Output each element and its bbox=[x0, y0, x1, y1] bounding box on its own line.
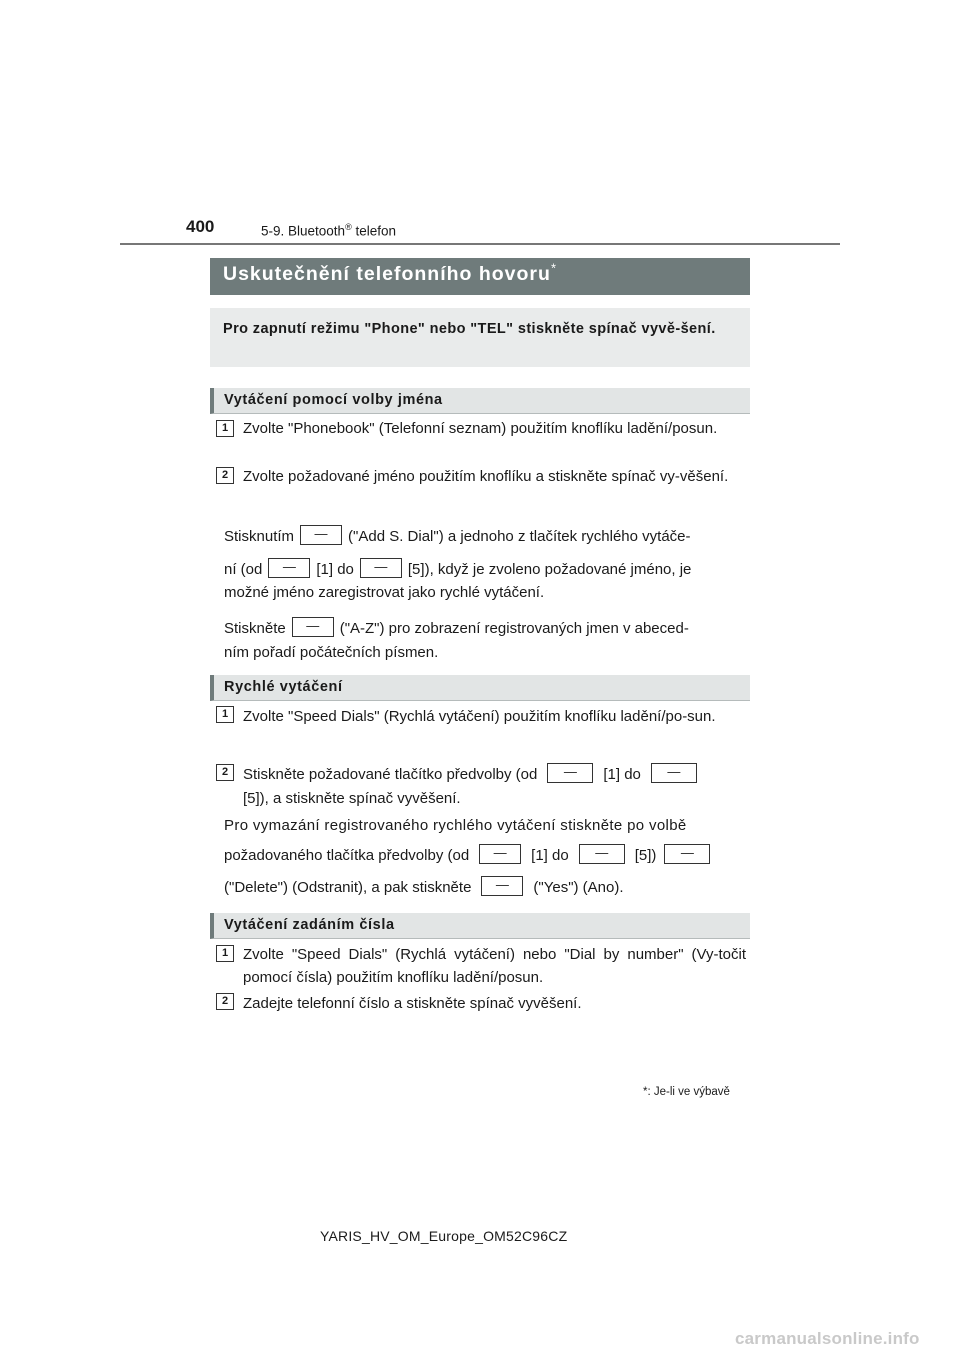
button-key-icon: — bbox=[547, 763, 593, 783]
button-key-icon: — bbox=[360, 558, 402, 578]
subheading-dial-number: Vytáčení zadáním čísla bbox=[210, 913, 750, 939]
step-text: Zvolte "Phonebook" (Telefonní seznam) použitím knoflíku ladění/posun. bbox=[243, 420, 718, 437]
page-number: 400 bbox=[186, 217, 215, 236]
step-badge: 2 bbox=[216, 467, 234, 484]
button-key-icon: — bbox=[479, 844, 521, 864]
paragraph-line: ("Delete") (Odstranit), a pak stiskněte — ("Yes") (Ano). bbox=[224, 877, 624, 896]
step-badge: 1 bbox=[216, 945, 234, 962]
step-text: Zvolte "Speed Dials" (Rychlá vytáčení) nebo "Dial by number" (Vy-točit pomocí čísla) použitím knoflíku ladění/posun. bbox=[243, 946, 746, 986]
intro-note: Pro zapnutí režimu "Phone" nebo "TEL" stiskněte spínač vyvě-šení. bbox=[210, 308, 750, 367]
step-text: Zvolte požadované jméno použitím knoflíku a stiskněte spínač vy-věšení. bbox=[243, 468, 729, 485]
asterisk-mark: * bbox=[643, 1086, 648, 1098]
button-key-icon: — bbox=[651, 763, 697, 783]
step-text: Zvolte "Speed Dials" (Rychlá vytáčení) použitím knoflíku ladění/po-sun. bbox=[243, 708, 716, 725]
step-badge: 1 bbox=[216, 420, 234, 437]
section-label: 5-9. Bluetooth® telefon bbox=[261, 222, 396, 239]
header-rule bbox=[120, 243, 840, 245]
paragraph-line: požadovaného tlačítka předvolby (od — [1] do — [5]) — bbox=[224, 844, 710, 867]
footnote: *: Je-li ve výbavě bbox=[643, 1086, 730, 1098]
paragraph-line: možné jméno zaregistrovat jako rychlé vytáčení. bbox=[224, 584, 545, 601]
step-text: Stiskněte požadované tlačítko předvolby (od — [1] do — bbox=[243, 763, 697, 786]
button-key-icon: — bbox=[481, 876, 523, 896]
button-key-icon: — bbox=[268, 558, 310, 578]
asterisk-mark: * bbox=[550, 260, 557, 276]
subheading-name-dial: Vytáčení pomocí volby jména bbox=[210, 388, 750, 414]
paragraph-line: Pro vymazání registrovaného rychlého vytáčení stiskněte po volbě bbox=[224, 817, 687, 834]
paragraph-line: ní (od — [1] do — [5]), když je zvoleno požadované jméno, je bbox=[224, 559, 692, 578]
paragraph-line: Stisknutím — ("Add S. Dial") a jednoho z tlačítek rychlého vytáče- bbox=[224, 526, 691, 545]
subheading-speed-dial: Rychlé vytáčení bbox=[210, 675, 750, 701]
step-badge: 2 bbox=[216, 764, 234, 781]
button-key-icon: — bbox=[579, 844, 625, 864]
paragraph-line: ním pořadí počátečních písmen. bbox=[224, 644, 439, 661]
page-title: Uskutečnění telefonního hovoru* bbox=[210, 258, 750, 295]
step-text: [5]), a stiskněte spínač vyvěšení. bbox=[243, 790, 461, 807]
step-badge: 1 bbox=[216, 706, 234, 723]
button-key-icon: — bbox=[664, 844, 710, 864]
document-code: YARIS_HV_OM_Europe_OM52C96CZ bbox=[320, 1228, 568, 1244]
button-key-icon: — bbox=[292, 617, 334, 637]
watermark: carmanualsonline.info bbox=[735, 1329, 920, 1348]
button-key-icon: — bbox=[300, 525, 342, 545]
step-badge: 2 bbox=[216, 993, 234, 1010]
step-text: Zadejte telefonní číslo a stiskněte spínač vyvěšení. bbox=[243, 995, 582, 1012]
paragraph-line: Stiskněte — ("A-Z") pro zobrazení registrovaných jmen v abeced- bbox=[224, 618, 689, 637]
